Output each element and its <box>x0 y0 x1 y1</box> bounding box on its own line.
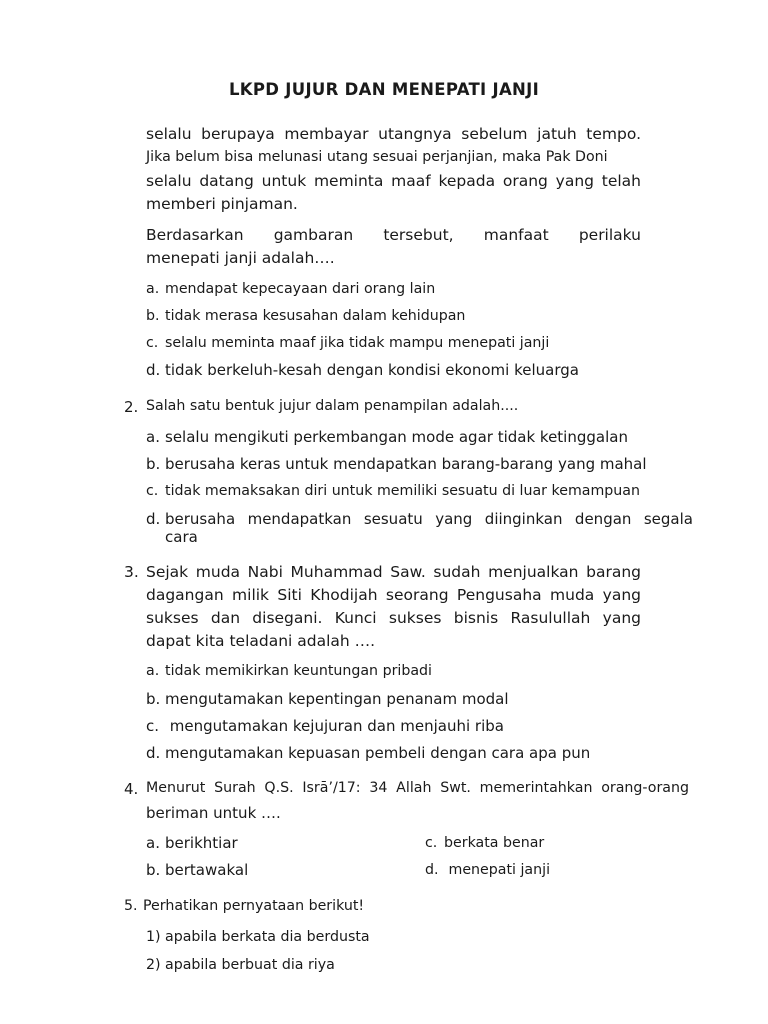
question-number: 5. <box>124 898 138 914</box>
statement-item: 1) apabila berkata dia berdusta <box>146 929 370 945</box>
question-stem: dagangan milik Siti Khodijah seorang Pengusaha muda yang <box>146 586 641 604</box>
question-stem: Menurut Surah Q.S. Isrā’/17: 34 Allah Swt. memerintahkan orang-orang <box>146 780 689 796</box>
option-c: c. tidak memaksakan diri untuk memiliki sesuatu di luar kemampuan <box>146 483 640 499</box>
option-a: a. selalu mengikuti perkembangan mode agar tidak ketinggalan <box>146 428 628 446</box>
question-stem: dapat kita teladani adalah …. <box>146 632 376 650</box>
intro-line: selalu berupaya membayar utangnya sebelum jatuh tempo. <box>146 125 641 143</box>
option-d: d. mengutamakan kepuasan pembeli dengan cara apa pun <box>146 744 591 762</box>
intro-line: selalu datang untuk meminta maaf kepada orang yang telah <box>146 172 641 190</box>
question-stem: beriman untuk …. <box>146 804 281 822</box>
option-b: b. berusaha keras untuk mendapatkan barang-barang yang mahal <box>146 455 647 473</box>
option-c: c. berkata benar <box>425 835 545 851</box>
question-stem: Sejak muda Nabi Muhammad Saw. sudah menjualkan barang <box>146 563 641 581</box>
option-a: a. tidak memikirkan keuntungan pribadi <box>146 663 432 679</box>
option-d: d. menepati janji <box>425 862 551 878</box>
question-stem: menepati janji adalah…. <box>146 249 335 267</box>
option-b: b. tidak merasa kesusahan dalam kehidupan <box>146 308 466 324</box>
option-d: d. berusaha mendapatkan sesuatu yang diinginkan dengan segala <box>146 510 693 528</box>
option-c: c. selalu meminta maaf jika tidak mampu menepati janji <box>146 335 550 351</box>
question-stem: Berdasarkan gambaran tersebut, manfaat perilaku <box>146 226 641 244</box>
page-title: LKPD JUJUR DAN MENEPATI JANJI <box>228 80 540 99</box>
option-c: c. mengutamakan kejujuran dan menjauhi riba <box>146 717 504 735</box>
question-stem: Perhatikan pernyataan berikut! <box>143 898 365 914</box>
question-stem: sukses dan disegani. Kunci sukses bisnis Rasulullah yang <box>146 609 641 627</box>
option-a: a. berikhtiar <box>146 834 238 852</box>
option-b: b. mengutamakan kepentingan penanam modal <box>146 690 509 708</box>
question-number: 4. <box>124 780 139 798</box>
option-d: d. tidak berkeluh-kesah dengan kondisi ekonomi keluarga <box>146 361 579 379</box>
option-b: b. bertawakal <box>146 861 249 879</box>
question-number: 2. <box>124 398 139 416</box>
question-number: 3. <box>124 563 139 581</box>
question-stem: Salah satu bentuk jujur dalam penampilan adalah.... <box>146 398 519 414</box>
option-d-continuation: cara <box>165 528 198 546</box>
intro-line: Jika belum bisa melunasi utang sesuai perjanjian, maka Pak Doni <box>146 149 608 165</box>
statement-item: 2) apabila berbuat dia riya <box>146 957 335 973</box>
option-a: a. mendapat kepecayaan dari orang lain <box>146 281 436 297</box>
intro-line: memberi pinjaman. <box>146 195 298 213</box>
